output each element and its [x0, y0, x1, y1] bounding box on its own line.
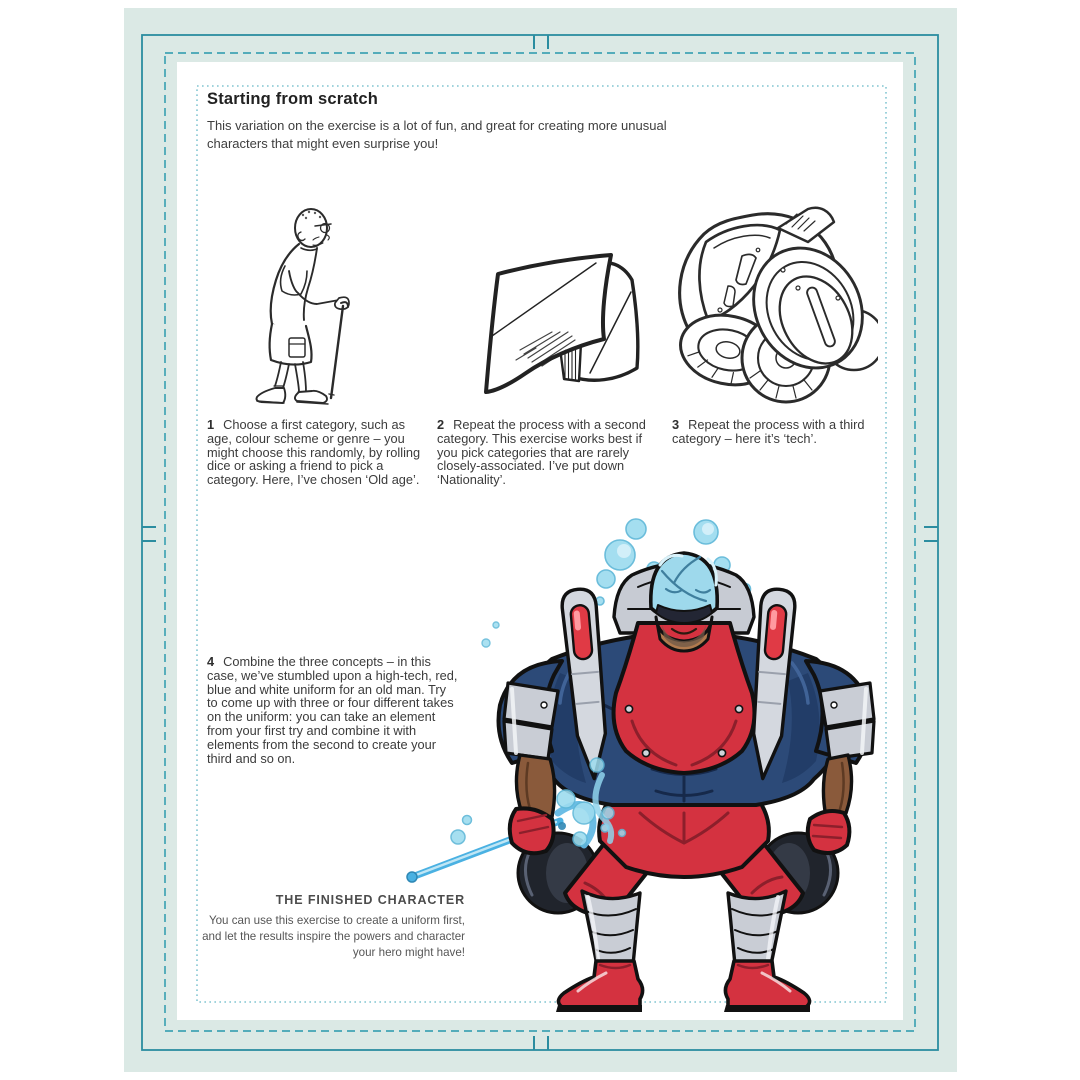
finished-character-caption: You can use this exercise to create a uniform first, and let the results inspire the powers and character your hero might have! [202, 914, 465, 959]
step-3-paragraph [672, 418, 890, 446]
step-2-number: 2 [437, 417, 445, 432]
paper-sheet-sketch-illustration [440, 240, 650, 410]
step-4-number: 4 [207, 654, 215, 669]
finished-character-heading: THE FINISHED CHARACTER [275, 893, 465, 907]
step-2-paragraph [437, 418, 651, 487]
finished-hero-illustration [400, 513, 880, 1013]
step-1-number: 1 [207, 417, 215, 432]
trunks [599, 799, 769, 877]
step-4-text: Combine the three concepts – in this case, we’ve stumbled upon a high-tech, red, blue and white uniform for an old man. Try to come up with three or four different takes on the uniform: you can take an element from your first try and combine it with elements from the second to create your third and so on. [207, 654, 458, 766]
intro-paragraph: This variation on the exercise is a lot of fun, and great for creating more unusual characters that might even surprise you! [207, 118, 667, 151]
page-title: Starting from scratch [207, 90, 379, 108]
step-1-paragraph [207, 418, 421, 487]
step-1-text: Choose a first category, such as age, colour scheme or genre – you might choose this randomly, by rolling dice or asking a friend to pick a category. Here, I’ve chosen ‘Old age’. [207, 417, 421, 488]
step-2-text: Repeat the process with a second category. This exercise works best if you pick categories that are rarely closely-associated. I’ve put down ‘Nationality’. [437, 417, 646, 488]
tech-pod-sketch-illustration [658, 190, 878, 410]
step-3-text: Repeat the process with a third category – here it’s ‘tech’. [672, 417, 865, 446]
step-3-number: 3 [672, 417, 680, 432]
old-man-sketch-illustration [245, 192, 425, 412]
